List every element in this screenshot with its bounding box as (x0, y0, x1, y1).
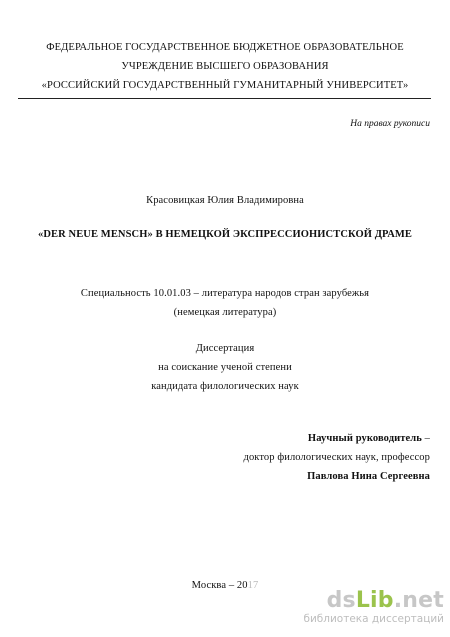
degree-line-1: Диссертация (195, 343, 255, 354)
dissertation-title: «DER NEUE MENSCH» В НЕМЕЦКОЙ ЭКСПРЕССИОНИСТСКОЙ ДРАМЕ (37, 229, 413, 240)
supervisor-name: Павлова Нина Сергеевна (307, 471, 430, 482)
supervisor-credentials: доктор филологических наук, профессор (243, 452, 430, 463)
dslib-logo: dsLib.net (326, 588, 444, 613)
degree-line-3: кандидата филологических наук (151, 381, 299, 392)
supervisor-label-line (308, 433, 430, 444)
dslib-watermark (303, 590, 444, 625)
specialty-line-1: Специальность 10.01.03 – литература народов стран зарубежья (80, 288, 370, 299)
institution-line-1: ФЕДЕРАЛЬНОЕ ГОСУДАРСТВЕННОЕ БЮДЖЕТНОЕ ОБРАЗОВАТЕЛЬНОЕ (46, 42, 404, 53)
header-divider (18, 98, 431, 99)
author-name: Красовицкая Юлия Владимировна (146, 195, 304, 206)
place-year-text: Москва – 20 (191, 580, 248, 591)
year-obscured: 17 (247, 580, 259, 591)
institution-line-2: УЧРЕЖДЕНИЕ ВЫСШЕГО ОБРАЗОВАНИЯ (121, 61, 329, 72)
supervisor-label: Научный руководитель (307, 433, 422, 444)
supervisor-dash: – (421, 433, 430, 444)
specialty-line-2: (немецкая литература) (173, 307, 277, 318)
manuscript-note: На правах рукописи (350, 119, 430, 129)
degree-line-2: на соискание ученой степени (158, 362, 292, 373)
dslib-subtitle: библиотека диссертаций (303, 613, 444, 625)
institution-line-3: «РОССИЙСКИЙ ГОСУДАРСТВЕННЫЙ ГУМАНИТАРНЫЙ УНИВЕРСИТЕТ» (41, 80, 409, 91)
